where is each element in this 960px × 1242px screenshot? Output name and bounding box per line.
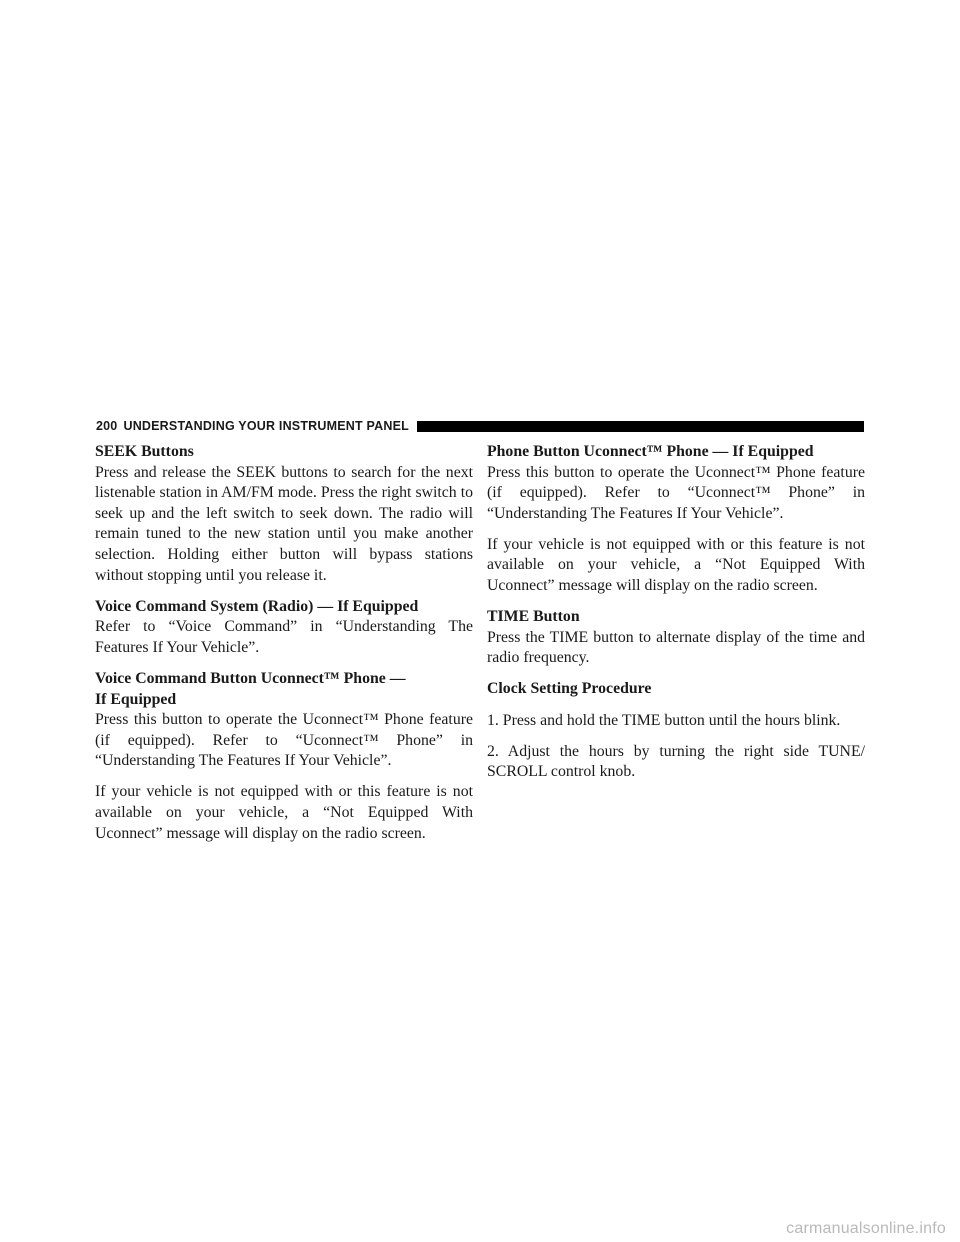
clock-setting-heading: Clock Setting Procedure xyxy=(487,680,652,698)
phone-button-section xyxy=(487,442,865,524)
page-number: 200 xyxy=(96,419,118,433)
seek-buttons-section xyxy=(95,442,473,586)
clock-setting-step-1: 1. Press and hold the TIME button until the hours blink. xyxy=(487,711,841,729)
time-button-heading: TIME Button xyxy=(487,608,580,626)
voice-command-button-heading-line1: Voice Command Button Uconnect™ Phone — xyxy=(95,669,406,687)
voice-command-button-section xyxy=(95,669,473,772)
time-button-body: Press the TIME button to alternate display of the time and radio frequency. xyxy=(487,628,865,667)
clock-setting-step xyxy=(487,742,865,783)
voice-command-button-body2: If your vehicle is not equipped with or this feature is not available on your vehicle, a “Not Equipped With Uconnect” message will display on the radio screen. xyxy=(95,783,473,842)
voice-command-button-body: Press this button to operate the Uconnect™ Phone feature (if equipped). Refer to “Uconnect™ Phone” in “Understanding The Features If Your Vehicle”. xyxy=(95,711,473,770)
clock-setting-step xyxy=(487,711,865,732)
voice-command-button-note xyxy=(95,782,473,844)
phone-button-note xyxy=(487,535,865,597)
clock-setting-step-2: 2. Adjust the hours by turning the right side TUNE/ SCROLL control knob. xyxy=(487,742,865,781)
seek-buttons-heading: SEEK Buttons xyxy=(95,443,194,460)
section-title: UNDERSTANDING YOUR INSTRUMENT PANEL xyxy=(123,419,409,433)
seek-buttons-body: Press and release the SEEK buttons to search for the next listenable station in AM/FM mode. Press the right switch to seek up and the left switch to seek down. The radio will remain tuned to the new station until you make another selection. Holding either button will bypass stations without stopping until you release it. xyxy=(95,463,473,584)
watermark: carmanualsonline.info xyxy=(786,1220,946,1237)
voice-command-system-heading: Voice Command System (Radio) — If Equipped xyxy=(95,597,419,615)
voice-command-system-body: Refer to “Voice Command” in “Understanding The Features If Your Vehicle”. xyxy=(95,618,473,656)
phone-button-heading: Phone Button Uconnect™ Phone — If Equipped xyxy=(487,443,814,460)
phone-button-body2: If your vehicle is not equipped with or this feature is not available on your vehicle, a “Not Equipped With Uconnect” message will display on the radio screen. xyxy=(487,535,865,595)
clock-setting-section xyxy=(487,679,865,700)
page-header xyxy=(96,418,864,434)
voice-command-system-section xyxy=(95,597,473,659)
voice-command-button-heading-line2: If Equipped xyxy=(95,690,177,708)
header-rule-bar xyxy=(417,421,864,432)
time-button-section xyxy=(487,607,865,669)
phone-button-body: Press this button to operate the Uconnect™ Phone feature (if equipped). Refer to “Uconnect™ Phone” in “Understanding The Features If Your Vehicle”. xyxy=(487,463,865,522)
right-column xyxy=(487,442,865,793)
left-column xyxy=(95,442,473,855)
